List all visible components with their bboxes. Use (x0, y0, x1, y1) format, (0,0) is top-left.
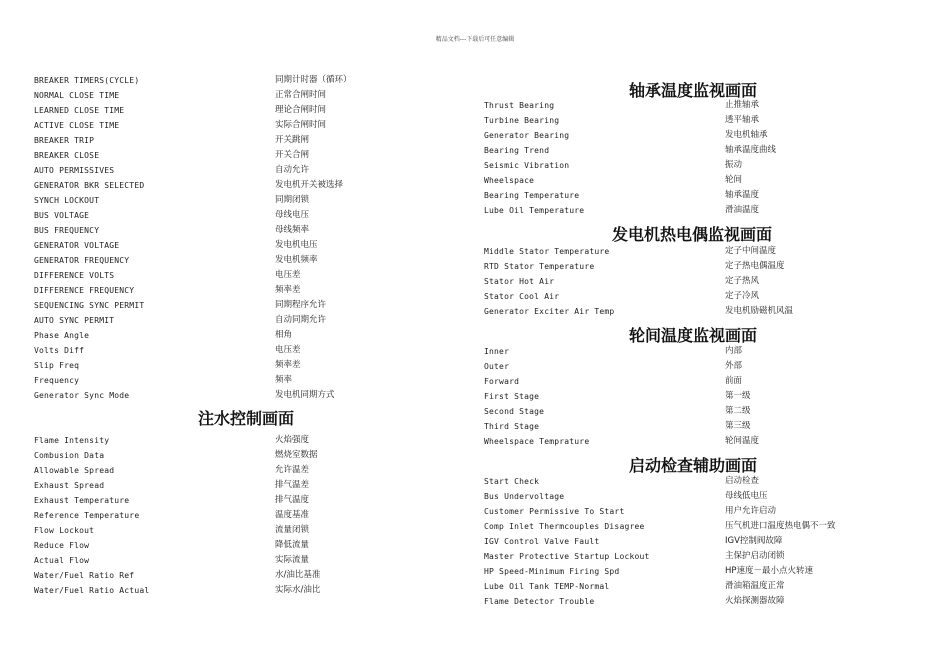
term-chinese: 定子热电偶温度 (725, 261, 785, 271)
term-english: Comp Inlet Thermcouples Disagree (484, 522, 645, 531)
term-english: Reference Temperature (34, 511, 140, 520)
term-chinese: 轮间温度 (725, 436, 760, 446)
term-english: Actual Flow (34, 556, 90, 565)
term-english: Outer (484, 362, 510, 371)
term-english: Bus Undervoltage (484, 492, 565, 501)
term-english: Turbine Bearing (484, 116, 560, 125)
term-english: Third Stage (484, 422, 540, 431)
term-chinese: 启动检查 (725, 476, 760, 486)
term-chinese: 流量闭锁 (275, 525, 310, 535)
term-chinese: 透平轴承 (725, 115, 760, 125)
term-chinese: 同期闭锁 (275, 195, 310, 205)
section-title-water-injection: 注水控制画面 (198, 409, 295, 428)
term-chinese: 滑油温度 (725, 205, 760, 215)
term-english: BREAKER TRIP (34, 136, 95, 145)
term-chinese: 同期程序允许 (275, 300, 327, 310)
term-chinese: 电压差 (275, 345, 301, 355)
term-english: First Stage (484, 392, 540, 401)
term-chinese: 燃烧室数据 (275, 450, 318, 460)
term-chinese: 正常合闸时间 (275, 90, 327, 100)
term-english: Exhaust Temperature (34, 496, 130, 505)
term-chinese: 火焰探测器故障 (725, 596, 785, 606)
term-english: Seismic Vibration (484, 161, 570, 170)
term-chinese: 同期计时器（循环） (275, 75, 352, 85)
term-english: Stator Cool Air (484, 292, 560, 301)
term-english: Middle Stator Temperature (484, 247, 610, 256)
term-english: BREAKER CLOSE (34, 151, 100, 160)
term-english: Customer Permissive To Start (484, 507, 625, 516)
term-chinese: 轴承温度曲线 (725, 145, 777, 155)
term-english: Wheelspace Temprature (484, 437, 590, 446)
term-english: RTD Stator Temperature (484, 262, 595, 271)
term-english: ACTIVE CLOSE TIME (34, 121, 120, 130)
term-english: Inner (484, 347, 510, 356)
term-english: SYNCH LOCKOUT (34, 196, 100, 205)
term-chinese: IGV控制阀故障 (725, 536, 783, 546)
page-header: 精品文档---下载后可任意编辑 (435, 36, 515, 43)
term-chinese: 频率 (275, 375, 293, 385)
term-english: GENERATOR VOLTAGE (34, 241, 120, 250)
term-chinese: 轮间 (725, 175, 743, 185)
term-english: Generator Bearing (484, 131, 570, 140)
term-chinese: 内部 (725, 346, 743, 356)
term-english: BUS VOLTAGE (34, 211, 90, 220)
term-english: Lube Oil Temperature (484, 206, 585, 215)
term-chinese: 理论合闸时间 (275, 105, 327, 115)
term-chinese: 水/油比基准 (275, 570, 321, 580)
term-english: BREAKER TIMERS(CYCLE) (34, 76, 140, 85)
term-english: Bearing Temperature (484, 191, 580, 200)
term-chinese: 开关合闸 (275, 150, 310, 160)
section-title-generator-thermocouple: 发电机热电偶监视画面 (612, 225, 773, 244)
term-chinese: 母线低电压 (725, 491, 768, 501)
term-english: Water/Fuel Ratio Ref (34, 571, 135, 580)
term-chinese: 用户允许启动 (725, 506, 777, 516)
term-english: Allowable Spread (34, 466, 115, 475)
term-english: Exhaust Spread (34, 481, 105, 490)
term-chinese: 温度基准 (275, 510, 310, 520)
term-chinese: 自动允许 (275, 165, 310, 175)
term-english: GENERATOR FREQUENCY (34, 256, 130, 265)
term-chinese: 发电机轴承 (725, 130, 768, 140)
term-chinese: 发电机电压 (275, 240, 318, 250)
term-chinese: 开关跳闸 (275, 135, 310, 145)
term-chinese: 止推轴承 (725, 100, 760, 110)
term-chinese: 发电机励磁机风温 (725, 306, 794, 316)
term-english: Water/Fuel Ratio Actual (34, 586, 150, 595)
term-english: SEQUENCING SYNC PERMIT (34, 301, 145, 310)
term-english: DIFFERENCE VOLTS (34, 271, 115, 280)
term-english: AUTO SYNC PERMIT (34, 316, 115, 325)
term-english: Generator Sync Mode (34, 391, 130, 400)
term-english: Forward (484, 377, 520, 386)
term-english: LEARNED CLOSE TIME (34, 106, 125, 115)
term-english: HP Speed-Minimum Firing Spd (484, 567, 620, 576)
term-chinese: 发电机频率 (275, 255, 318, 265)
term-english: Flame Intensity (34, 436, 110, 445)
term-english: Reduce Flow (34, 541, 90, 550)
term-english: Phase Angle (34, 331, 90, 340)
term-english: Bearing Trend (484, 146, 550, 155)
term-english: Lube Oil Tank TEMP-Normal (484, 582, 610, 591)
term-chinese: 允许温差 (275, 465, 310, 475)
term-chinese: 实际流量 (275, 555, 310, 565)
term-chinese: 主保护启动闭锁 (725, 551, 785, 561)
term-chinese: HP速度－最小点火转速 (725, 566, 814, 576)
term-chinese: 第三级 (725, 421, 751, 431)
term-english: Master Protective Startup Lockout (484, 552, 650, 561)
term-english: Generator Exciter Air Temp (484, 307, 615, 316)
term-chinese: 外部 (725, 361, 743, 371)
term-english: Slip Freq (34, 361, 80, 370)
term-chinese: 压气机进口温度热电偶不一致 (725, 521, 836, 531)
term-chinese: 母线电压 (275, 210, 310, 220)
term-english: Combusion Data (34, 451, 105, 460)
term-chinese: 定子中间温度 (725, 246, 777, 256)
term-english: Wheelspace (484, 176, 535, 185)
term-chinese: 实际水/油比 (275, 585, 321, 595)
term-chinese: 排气温差 (275, 480, 310, 490)
term-chinese: 电压差 (275, 270, 301, 280)
term-english: Thrust Bearing (484, 101, 555, 110)
term-chinese: 火焰强度 (275, 435, 310, 445)
term-chinese: 相角 (275, 330, 293, 340)
section-title-startup-check: 启动检查辅助画面 (629, 456, 758, 475)
term-chinese: 第一级 (725, 391, 751, 401)
term-english: Frequency (34, 376, 80, 385)
term-english: BUS FREQUENCY (34, 226, 100, 235)
term-english: NORMAL CLOSE TIME (34, 91, 120, 100)
term-english: Flame Detector Trouble (484, 597, 595, 606)
term-chinese: 频率差 (275, 360, 301, 370)
term-english: GENERATOR BKR SELECTED (34, 181, 145, 190)
term-english: DIFFERENCE FREQUENCY (34, 286, 135, 295)
section-title-bearing-temp: 轴承温度监视画面 (629, 81, 758, 100)
term-english: Second Stage (484, 407, 545, 416)
term-english: Flow Lockout (34, 526, 95, 535)
term-chinese: 定子热风 (725, 276, 760, 286)
term-chinese: 自动同期允许 (275, 315, 327, 325)
term-english: Volts Diff (34, 346, 85, 355)
term-chinese: 发电机开关被选择 (275, 180, 344, 190)
term-english: Stator Hot Air (484, 277, 555, 286)
term-chinese: 频率差 (275, 285, 301, 295)
term-chinese: 发电机同期方式 (275, 390, 335, 400)
term-chinese: 母线频率 (275, 225, 310, 235)
term-chinese: 第二级 (725, 406, 751, 416)
term-chinese: 滑油箱温度正常 (725, 581, 785, 591)
term-chinese: 振动 (725, 160, 743, 170)
term-english: Start Check (484, 477, 540, 486)
section-title-wheelspace-temp: 轮间温度监视画面 (629, 326, 758, 345)
term-english: AUTO PERMISSIVES (34, 166, 115, 175)
term-chinese: 轴承温度 (725, 190, 760, 200)
term-chinese: 排气温度 (275, 495, 310, 505)
term-chinese: 定子冷风 (725, 291, 760, 301)
term-chinese: 降低流量 (275, 540, 310, 550)
term-english: IGV Control Valve Fault (484, 537, 600, 546)
term-chinese: 实际合闸时间 (275, 120, 327, 130)
term-chinese: 前面 (725, 376, 743, 386)
